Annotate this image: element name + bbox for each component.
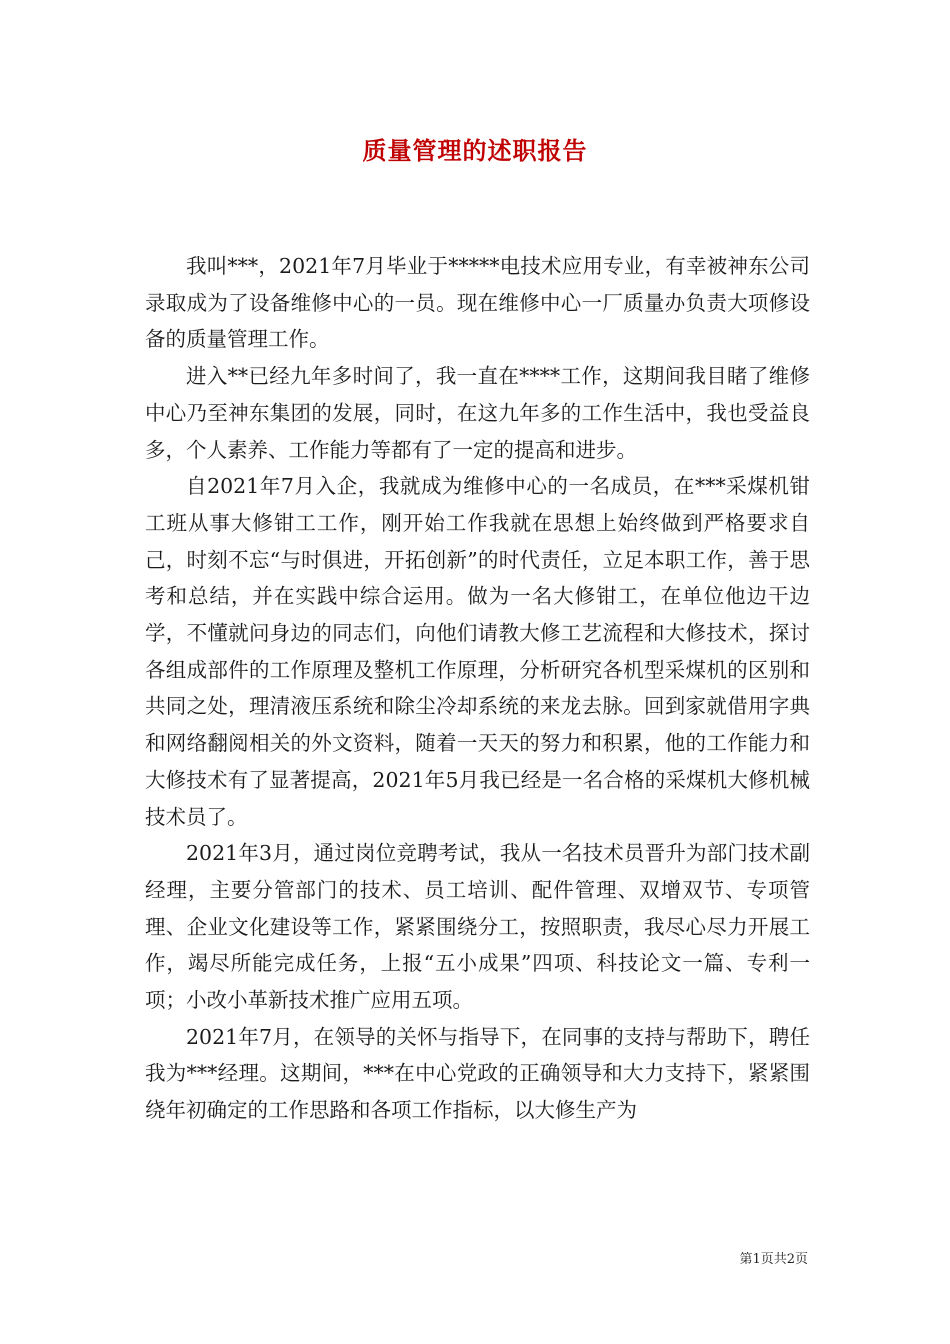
- paragraph: 2021年3月，通过岗位竞聘考试，我从一名技术员晋升为部门技术副经理，主要分管部门的技术、员工培训、配件管理、双增双节、专项管理、企业文化建设等工作，紧紧围绕分工，按照职责，我尽心尽力开展工作，竭尽所能完成任务，上报“五小成果”四项、科技论文一篇、专利一项；小改小革新技术推广应用五项。: [145, 841, 810, 1013]
- paragraph: 我叫***，2021年7月毕业于*****电技术应用专业，有幸被神东公司录取成为了设备维修中心的一员。现在维修中心一厂质量办负责大项修设备的质量管理工作。: [145, 254, 810, 352]
- paragraph: 2021年7月，在领导的关怀与指导下，在同事的支持与帮助下，聘任我为***经理。这期间，***在中心党政的正确领导和大力支持下，紧紧围绕年初确定的工作思路和各项工作指标，以大修生产为: [145, 1024, 810, 1123]
- document-title: 质量管理的述职报告: [362, 136, 588, 165]
- page-number: 第1页共2页: [739, 1252, 808, 1267]
- document-body: [145, 248, 810, 1129]
- paragraph: 自2021年7月入企，我就成为维修中心的一名成员，在***采煤机钳工班从事大修钳工工作，刚开始工作我就在思想上始终做到严格要求自己，时刻不忘“与时俱进，开拓创新”的时代责任，立足本职工作，善于思考和总结，并在实践中综合运用。做为一名大修钳工，在单位他边干边学，不懂就问身边的同志们，向他们请教大修工艺流程和大修技术，探讨各组成部件的工作原理及整机工作原理，分析研究各机型采煤机的区别和共同之处，理清液压系统和除尘冷却系统的来龙去脉。回到家就借用字典和网络翻阅相关的外文资料，随着一天天的努力和积累，他的工作能力和大修技术有了显著提高，2021年5月我已经是一名合格的采煤机大修机械技术员了。: [145, 474, 810, 829]
- paragraph: 进入**已经九年多时间了，我一直在****工作，这期间我目睹了维修中心乃至神东集团的发展，同时，在这九年多的工作生活中，我也受益良多，个人素养、工作能力等都有了一定的提高和进步。: [145, 364, 810, 462]
